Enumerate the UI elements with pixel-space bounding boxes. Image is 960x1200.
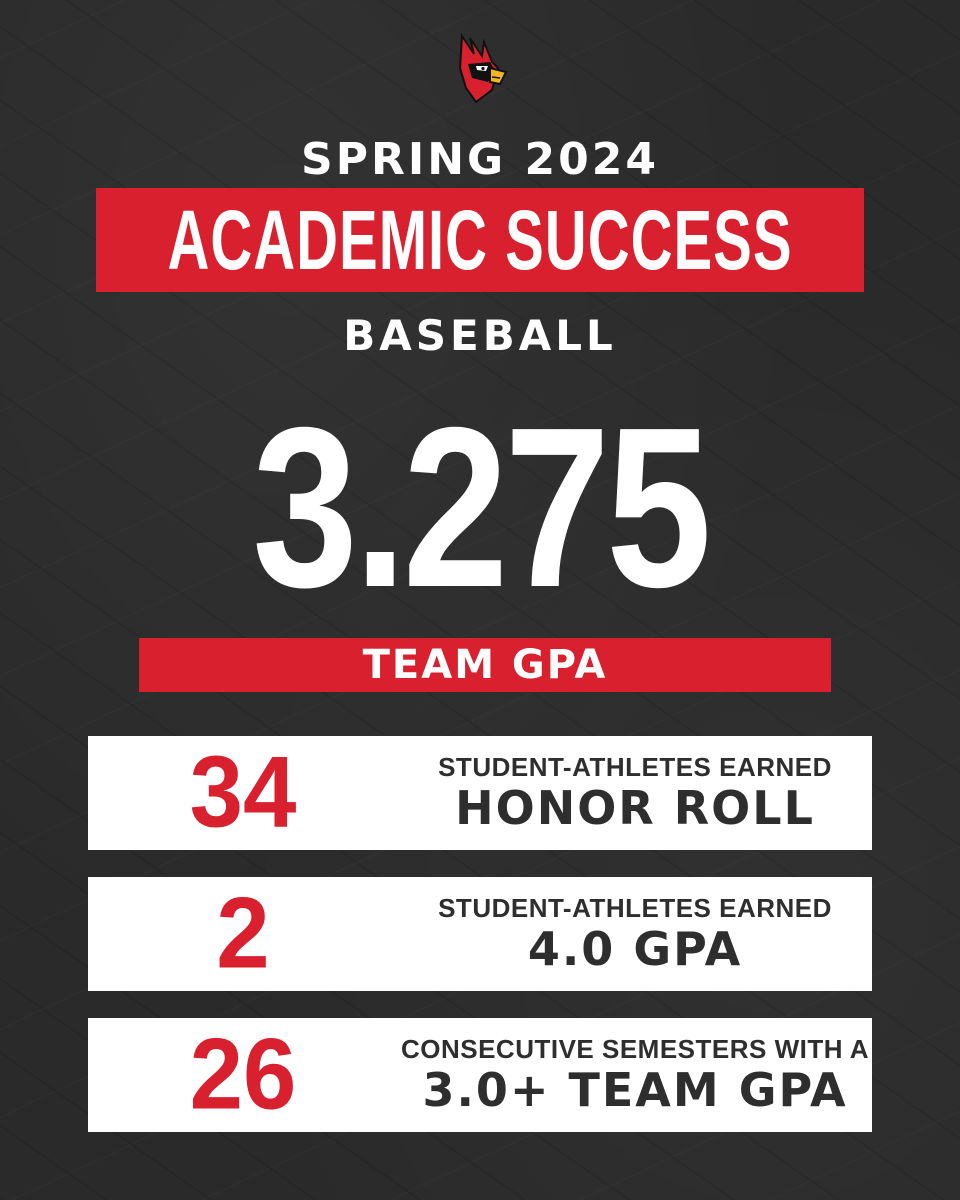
stat-highlight: 3.0+ TEAM GPA: [422, 1063, 848, 1117]
season-title: SPRING 2024: [301, 134, 659, 185]
team-gpa-label-bar: [139, 638, 831, 692]
stat-panel-4-0-gpa: [88, 877, 872, 991]
sport-name: BASEBALL: [343, 311, 617, 360]
team-gpa-number: 3.275: [252, 380, 708, 635]
stat-description: [398, 1034, 872, 1116]
stat-panel-honor-roll: [88, 736, 872, 850]
stat-number: 2: [216, 877, 270, 990]
stat-caption: CONSECUTIVE SEMESTERS WITH A: [400, 1034, 870, 1064]
headline-banner: [96, 188, 864, 292]
team-gpa-value: [0, 380, 960, 635]
stat-number: 34: [189, 736, 297, 849]
stat-caption: STUDENT-ATHLETES EARNED: [438, 893, 832, 923]
stat-highlight: 4.0 GPA: [527, 922, 743, 976]
stat-highlight: HONOR ROLL: [455, 781, 815, 835]
team-gpa-label: TEAM GPA: [362, 642, 608, 688]
headline-text: ACADEMIC SUCCESS: [167, 192, 793, 288]
stat-description: [398, 893, 872, 975]
cardinal-logo-icon: [440, 28, 520, 108]
stat-number: 26: [189, 1018, 297, 1131]
stat-description: [398, 752, 872, 834]
stat-caption: STUDENT-ATHLETES EARNED: [438, 752, 832, 782]
stat-panel-consecutive-semesters: [88, 1018, 872, 1132]
